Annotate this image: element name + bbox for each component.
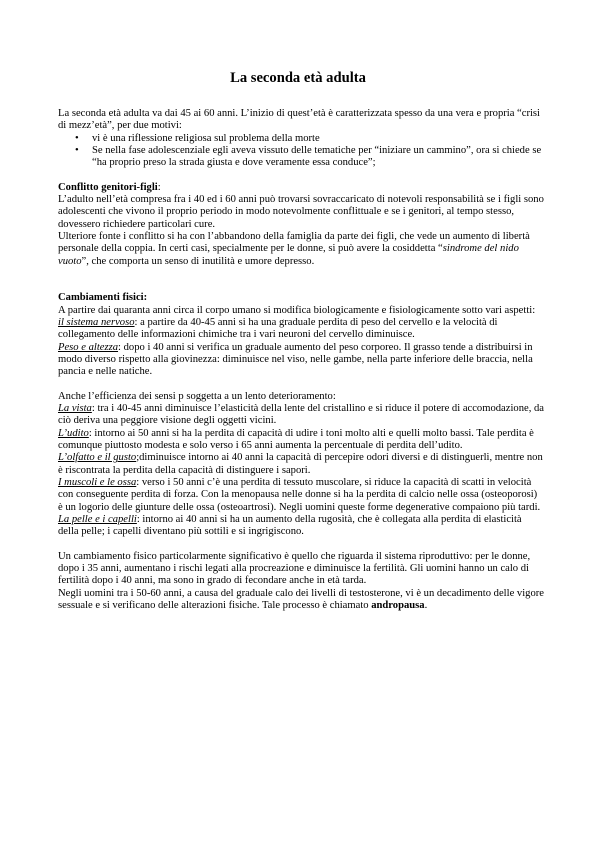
topic-label: I muscoli e le ossa <box>58 476 137 488</box>
pelle-paragraph: La pelle e i capelli: intorno ai 40 anni si ha un aumento della rugosità, che è collegata alla perdita di elasticità della pelle; i capelli diventano più sottili e si ingrigiscono. <box>58 513 522 538</box>
page-title: La seconda età adulta <box>230 70 366 86</box>
document-body <box>58 108 544 612</box>
bold-term: andropausa <box>371 599 425 611</box>
topic-label: Peso e altezza <box>58 341 119 353</box>
peso-paragraph: Peso e altezza: dopo i 40 anni si verifica un graduale aumento del peso corporeo. Il grasso tende a distribuirsi in modo diverso rispetto alla giovinezza: diminuisce nel viso, nelle gambe, nella parte inferiore delle braccia, nella pancia e nelle natiche. <box>58 341 533 378</box>
topic-label: il sistema nervoso <box>58 317 135 329</box>
bullet-icon: • <box>75 144 79 156</box>
list-item: • Se nella fase adolescenziale egli aveva vissuto delle tematiche per “iniziare un cammino”, ora si chiede se “ha proprio preso la strada giusta e dove veramente essa conduce”; <box>75 144 542 169</box>
topic-label: L’udito <box>58 427 89 439</box>
conflitto-paragraph-2: Ulteriore fonte i conflitto si ha con l’abbandono della famiglia da parte dei figli, che vede un aumento di libertà personale della coppia. In certi casi, specialmente per le donne, si può avere la cosiddetta “sindrome del nido vuoto”, che comporta un senso di inutilità e umore depresso. <box>58 230 530 267</box>
riproduttivo-paragraph: Un cambiamento fisico particolarmente significativo è quello che riguarda il sistema riproduttivo: per le donne, dopo i 35 anni, aumentano i rischi legati alla procreazione e diminuisce la fertilità. Gli uomini hanno un calo di fertilità dopo i 40 anni, ma sono in grado di fecondare anche in età tarda. <box>58 550 531 587</box>
muscoli-paragraph: I muscoli e le ossa: verso i 50 anni c’è una perdita di tessuto muscolare, si riduce la capacità di scatti in velocità con conseguente perdita di forza. Con la menopausa nelle donne si ha la perdita di calcio nelle ossa (osteoporosi) è un logorio delle giunture delle ossa (osteoartrosi). Negli uomini queste forme degenerative compaiono più tardi. <box>58 476 541 513</box>
topic-label: La pelle e i capelli <box>58 513 137 525</box>
topic-label: L’olfatto e il gusto <box>58 452 137 464</box>
intro-paragraph: La seconda età adulta va dai 45 ai 60 anni. L’inizio di quest’età è caratterizzata spesso da una vera e propria “crisi di mezz’età”, per due motivi: <box>58 108 540 132</box>
cambiamenti-heading-line <box>58 292 544 304</box>
topic-label: La vista <box>58 403 92 415</box>
sensi-intro: Anche l’efficienza dei sensi p soggetta a un lento deterioramento: <box>58 390 336 402</box>
section-heading: Cambiamenti fisici: <box>58 292 148 304</box>
conflitto-paragraph: L’adulto nell’età compresa fra i 40 ed i 60 anni può trovarsi sovraccaricato di notevoli responsabilità se i figli sono adolescenti che vivono il proprio periodo in modo notevolmente conflittuale e se i genitori, al tempo stesso, dovessero richiedere particolari cure. <box>58 194 544 230</box>
vista-paragraph: La vista: tra i 40-45 anni diminuisce l’elasticità della lente del cristallino e si riduce il potere di accomodazione, da ciò deriva una peggiore visione degli oggetti vicini. <box>58 403 544 427</box>
nervoso-paragraph: il sistema nervoso: a partire da 40-45 anni si ha una graduale perdita di peso del cervello e la velocità di collegamento delle informazioni chimiche tra i vari neuroni del cervello diminuisce. <box>58 317 498 341</box>
emphasis-text: sindrome del nido vuoto <box>58 243 519 267</box>
olfatto-paragraph: L’olfatto e il gusto;diminuisce intorno ai 40 anni la capacità di percepire odori diversi e di distinguerli, mentre non è riscontrata la perdita della capacità di distinguere i sapori. <box>58 452 543 476</box>
intro-bullet-list <box>58 133 544 170</box>
cambiamenti-intro: A partire dai quaranta anni circa il corpo umano si modifica biologicamente e fisiologicamente sotto vari aspetti: <box>58 304 536 316</box>
conflitto-heading-line: Conflitto genitori-figli: <box>58 181 161 193</box>
udito-paragraph: L’udito: intorno ai 50 anni si ha la perdita di capacità di udire i toni molto alti e quelli molto bassi. Tale perdita è comunque piuttosto modesta e solo verso i 65 anni aumenta la percentuale di perdita dell’udito. <box>58 427 534 452</box>
andropausa-paragraph: Negli uomini tra i 50-60 anni, a causa del graduale calo dei livelli di testosterone, vi è un decadimento delle vigore sessuale e si verificano delle alterazioni fisiche. Tale processo è chiamato andropausa. <box>58 587 544 611</box>
list-item: • vi è una riflessione religiosa sul problema della morte <box>75 132 320 144</box>
bullet-icon: • <box>75 132 79 144</box>
section-heading: Conflitto genitori-figli <box>58 181 158 193</box>
